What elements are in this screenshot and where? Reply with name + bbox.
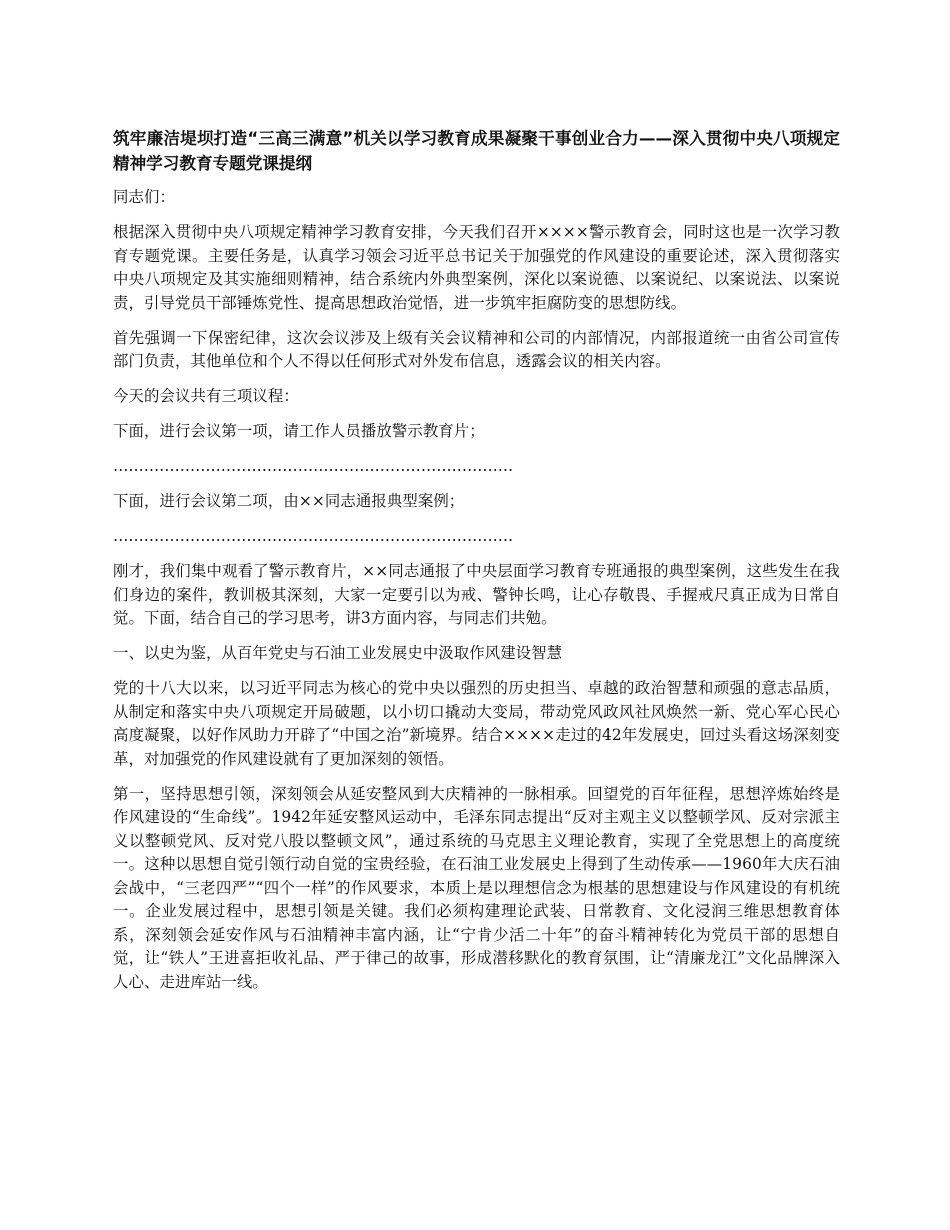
section-heading-1: 一、以史为鉴，从百年党史与石油工业发展史中汲取作风建设智慧 (113, 644, 563, 662)
paragraph-agenda: 今天的会议共有三项议程： (113, 387, 299, 405)
document-title: 筑牢廉洁堤坝打造“三高三满意”机关以学习教育成果凝聚干事创业合力——深入贯彻中央八项规定精神学习教育专题党课提纲 (113, 129, 840, 173)
paragraph-confidentiality: 首先强调一下保密纪律，这次会议涉及上级有关会议精神和公司的内部情况，内部报道统一由省公司宣传部门负责，其他单位和个人不得以任何形式对外发布信息，透露会议的相关内容。 (113, 328, 840, 370)
document-page (113, 126, 840, 1006)
paragraph-point-1: 第一，坚持思想引领，深刻领会从延安整风到大庆精神的一脉相承。回望党的百年征程，思想淬炼始终是作风建设的“生命线”。1942年延安整风运动中，毛泽东同志提出“反对主观主义以整顿学风、反对宗派主义以整顿党风、反对党八股以整顿文风”，通过系统的马克思主义理论教育，实现了全党思想上的高度统一。这种以思想自觉引领行动自觉的宝贵经验，在石油工业发展史上得到了生动传承——1960年大庆石油会战中，“三老四严”“四个一样”的作风要求，本质上是以理想信念为根基的思想建设与作风建设的有机统一。企业发展过程中，思想引领是关键。我们必须构建理论武装、日常教育、文化浸润三维思想教育体系，深刻领会延安作风与石油精神丰富内涵，让“宁肯少活二十年”的奋斗精神转化为党员干部的思想自觉，让“铁人”王进喜拒收礼品、严于律己的故事，形成潜移默化的教育氛围，让“清廉龙江”文化品牌深入人心、走进库站一线。 (113, 784, 840, 991)
salutation: 同志们： (113, 188, 175, 206)
ellipsis-line-1: …………………………………………………………………… (113, 457, 514, 475)
paragraph-intro: 根据深入贯彻中央八项规定精神学习教育安排，今天我们召开××××警示教育会，同时这也是一次学习教育专题党课。主要任务是，认真学习领会习近平总书记关于加强党的作风建设的重要论述，深入贯彻落实中央八项规定及其实施细则精神，结合系统内外典型案例，深化以案说德、以案说纪、以案说法、以案说责，引导党员干部锤炼党性、提高思想政治觉悟，进一步筑牢拒腐防变的思想防线。 (113, 223, 840, 312)
ellipsis-line-2: …………………………………………………………………… (113, 527, 514, 545)
paragraph-agenda-item-1: 下面，进行会议第一项，请工作人员播放警示教育片； (113, 422, 485, 440)
paragraph-history: 党的十八大以来，以习近平同志为核心的党中央以强烈的历史担当、卓越的政治智慧和顽强的意志品质，从制定和落实中央八项规定开局破题，以小切口撬动大变局，带动党风政风社风焕然一新、党心军心民心高度凝聚，以好作风助力开辟了“中国之治”新境界。结合××××走过的42年发展史，回过头看这场深刻变革，对加强党的作风建设就有了更加深刻的领悟。 (113, 679, 840, 768)
paragraph-transition: 刚才，我们集中观看了警示教育片，××同志通报了中央层面学习教育专班通报的典型案例，这些发生在我们身边的案件，教训极其深刻，大家一定要引以为戒、警钟长鸣，让心存敬畏、手握戒尺真正成为日常自觉。下面，结合自己的学习思考，讲3方面内容，与同志们共勉。 (113, 562, 840, 627)
paragraph-agenda-item-2: 下面，进行会议第二项，由××同志通报典型案例； (113, 492, 465, 510)
